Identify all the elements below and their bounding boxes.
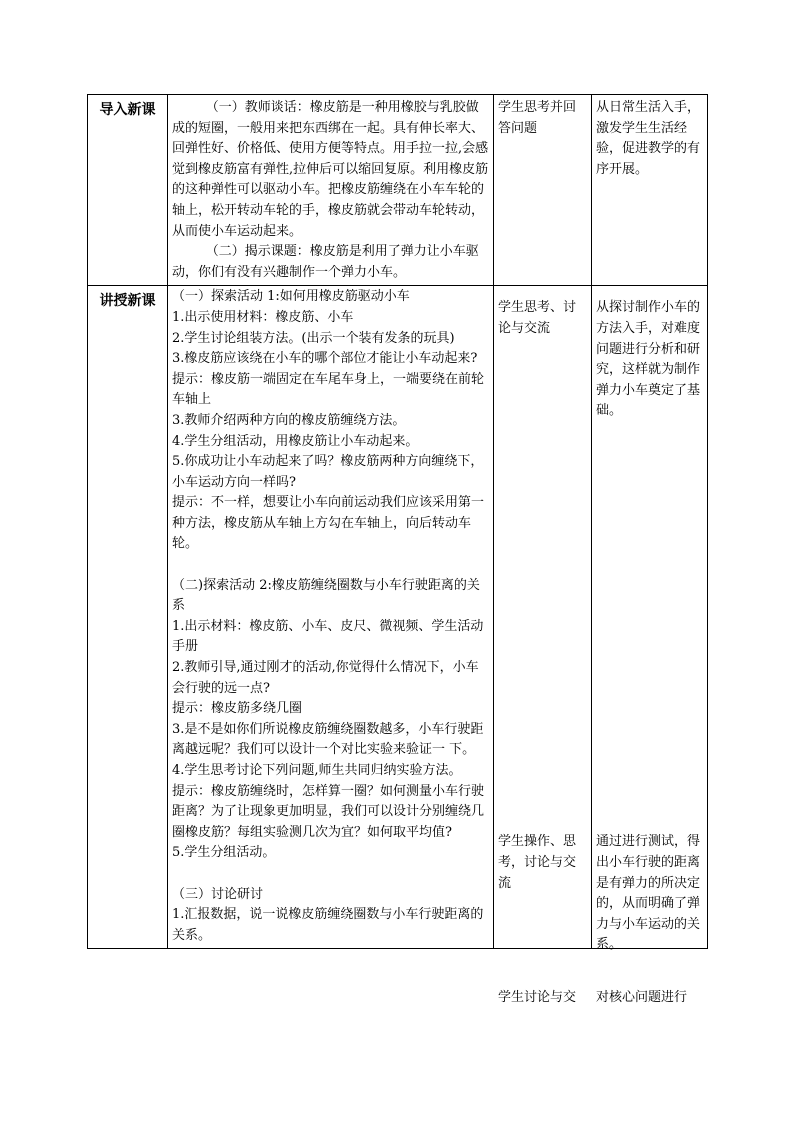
design-intent-2: 通过进行测试，得出小车行驶的距离是有弹力的所决定的，从而明确了弹力与小车运动的关系。 (596, 834, 701, 953)
content-line: 3.橡皮筋应该绕在小车的哪个部位才能让小车动起来? (172, 351, 478, 367)
section-activity-2 (172, 576, 489, 864)
content-cell (168, 95, 494, 286)
table-row (88, 95, 708, 286)
student-activity-cell: 学生思考并回答问题 (494, 95, 592, 286)
content-line: 5.你成功让小车动起来了吗？橡皮筋两种方向缠绕下，小车运动方向一样吗? (172, 454, 484, 490)
section-discussion (172, 885, 489, 947)
content-paragraph: （一）教师谈话：橡皮筋是一种用橡胶与乳胶做成的短圈，一般用来把东西绑在一起。具有伸长率大、回弹性好、价格低、使用方便等特点。用手拉一拉,会感觉到橡皮筋富有弹性,拉伸后可以缩回复原。利用橡皮筋的这种弹性可以驱动小车。把橡皮筋缠绕在小车车轮的轴上，松开转动车轮的手，橡皮筋就会带动车轮转动，从而使小车运动起来。 (172, 100, 489, 239)
content-line: （一）探索活动 1:如何用橡皮筋驱动小车 (172, 289, 410, 305)
lesson-plan-sheet (87, 94, 707, 1006)
design-intent-cell (592, 286, 708, 1006)
spacer (172, 864, 489, 885)
content-paragraph: （二）揭示课题：橡皮筋是利用了弹力让小车驱动，你们有没有兴趣制作一个弹力小车。 (172, 244, 479, 280)
section-activity-1 (172, 287, 489, 555)
content-line: 4.学生分组活动，用橡皮筋让小车动起来。 (172, 433, 419, 449)
design-intent-3: 对核心问题进行 (596, 990, 688, 1006)
content-line: 4.学生思考讨论下列问题,师生共同归纳实验方法。 (172, 763, 462, 778)
content-line: （三）讨论研讨 (172, 886, 264, 902)
design-intent-1: 从探讨制作小车的方法入手，对难度问题进行分析和研究，这样就为制作弹力小车奠定了基础。 (596, 300, 701, 419)
content-line: 1.出示材料：橡皮筋、小车、皮尺、微视频、学生活动手册 (172, 618, 484, 655)
content-line: 1.出示使用材料：橡皮筋、小车 (172, 309, 354, 325)
content-line: 提示：橡皮筋多绕几圈 (172, 701, 303, 717)
student-activity-3: 学生讨论与交 (498, 990, 577, 1006)
content-line: 5.学生分组活动。 (172, 845, 276, 861)
content-line: 2.教师引导,通过刚才的活动,你觉得什么情况下，小车会行驶的远一点? (172, 660, 479, 696)
content-line: 提示：橡皮筋缠绕时，怎样算一圈？如何测量小车行驶距离？为了让现象更加明显，我们可以设计分别缠绕几圈橡皮筋？每组实验测几次为宜？如何取平均值? (172, 783, 485, 840)
content-line: 提示：不一样，想要让小车向前运动我们应该采用第一种方法，橡皮筋从车轴上方勾在车轴上，向后转动车轮。 (172, 495, 485, 552)
content-line: 3.是不是如你们所说橡皮筋缠绕圈数越多，小车行驶距离越远呢？我们可以设计一个对比实验来验证一 下。 (172, 721, 484, 758)
content-line: （二)探索活动 2:橡皮筋缠绕圈数与小车行驶距离的关系 (172, 577, 480, 614)
student-activity-1: 学生思考、讨论与交流 (498, 300, 577, 336)
student-activity-cell (494, 286, 592, 1006)
content-line: 1.汇报数据，说一说橡皮筋缠绕圈数与小车行驶距离的关系。 (172, 907, 484, 943)
student-activity-2: 学生操作、思考，讨论与交流 (498, 834, 577, 891)
table-row (88, 286, 708, 949)
content-line: 提示：橡皮筋一端固定在车尾车身上，一端要绕在前轮车轴上 (172, 371, 485, 408)
content-line: 3.教师介绍两种方向的橡皮筋缠绕方法。 (172, 412, 406, 428)
stage-cell: 讲授新课 (88, 286, 168, 949)
lesson-plan-table (87, 94, 708, 1006)
spacer (172, 555, 489, 576)
design-intent-cell: 从日常生活入手，激发学生生活经验，促进教学的有序开展。 (592, 95, 708, 286)
stage-cell: 导入新课 (88, 95, 168, 286)
content-line: 2.学生讨论组装方法。(出示一个装有发条的玩具) (172, 330, 455, 346)
content-cell (168, 286, 494, 949)
